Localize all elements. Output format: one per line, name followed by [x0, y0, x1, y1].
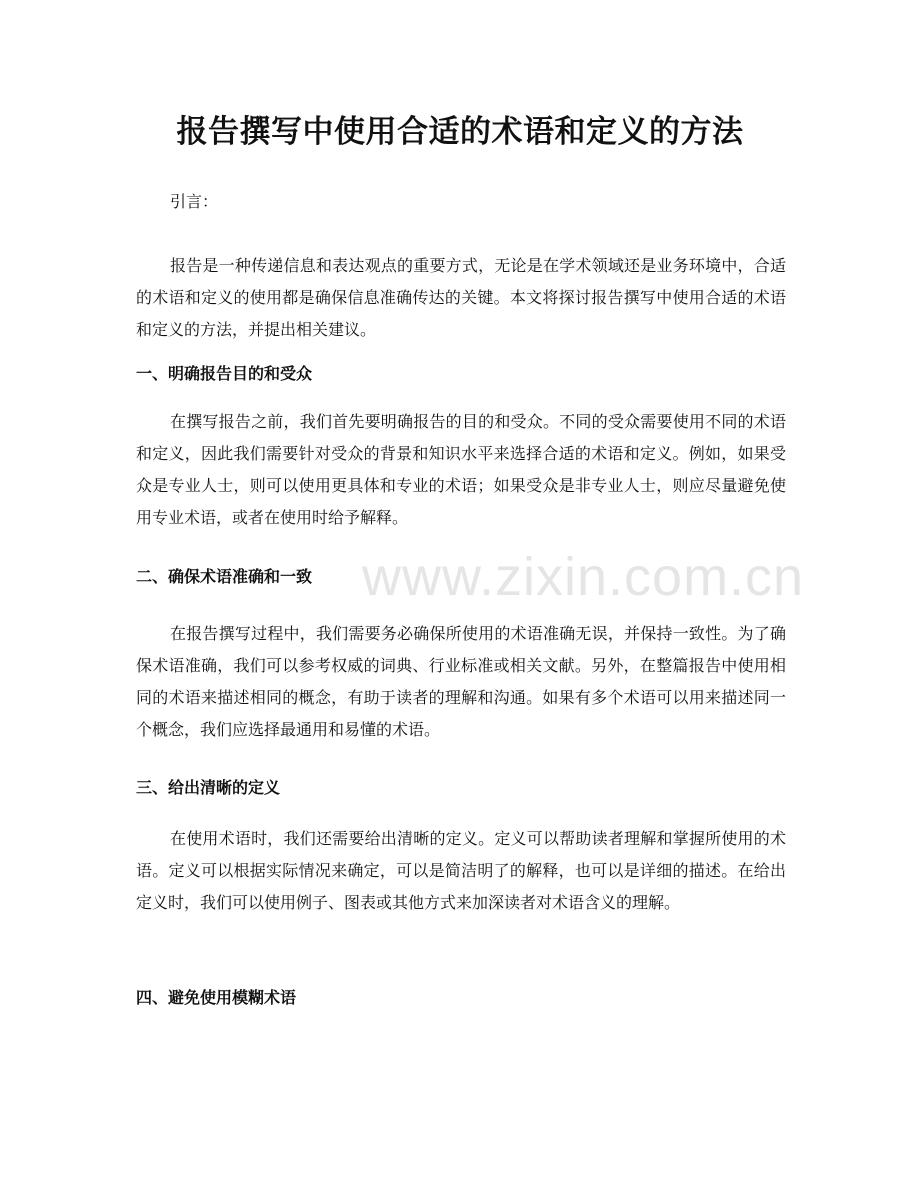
section-heading-1: 一、明确报告目的和受众	[136, 364, 313, 383]
section-paragraph-1: 在撰写报告之前，我们首先要明确报告的目的和受众。不同的受众需要使用不同的术语和定义，因此我们需要针对受众的背景和知识水平来选择合适的术语和定义。例如，如果受众是专业人士，则可以使用更具体和专业的术语；如果受众是非专业人士，则应尽量避免使用专业术语，或者在使用时给予解释。	[136, 412, 786, 527]
section-heading-2: 二、确保术语准确和一致	[136, 567, 313, 586]
section-heading-3: 三、给出清晰的定义	[136, 778, 281, 797]
section-paragraph-2: 在报告撰写过程中，我们需要务必确保所使用的术语准确无误，并保持一致性。为了确保术语准确，我们可以参考权威的词典、行业标准或相关文献。另外，在整篇报告中使用相同的术语来描述相同的概念，有助于读者的理解和沟通。如果有多个术语可以用来描述同一个概念，我们应选择最通用和易懂的术语。	[136, 624, 786, 739]
watermark: www.zixin.com.cn	[362, 547, 805, 607]
document-title: 报告撰写中使用合适的术语和定义的方法	[176, 114, 744, 150]
intro-label: 引言：	[170, 192, 219, 211]
intro-paragraph: 报告是一种传递信息和表达观点的重要方式，无论是在学术领域还是业务环境中，合适的术语和定义的使用都是确保信息准确传达的关键。本文将探讨报告撰写中使用合适的术语和定义的方法，并提出相关建议。	[136, 256, 786, 339]
section-heading-4: 四、避免使用模糊术语	[136, 988, 297, 1007]
section-paragraph-3: 在使用术语时，我们还需要给出清晰的定义。定义可以帮助读者理解和掌握所使用的术语。定义可以根据实际情况来确定，可以是简洁明了的解释，也可以是详细的描述。在给出定义时，我们可以使用例子、图表或其他方式来加深读者对术语含义的理解。	[136, 829, 786, 912]
